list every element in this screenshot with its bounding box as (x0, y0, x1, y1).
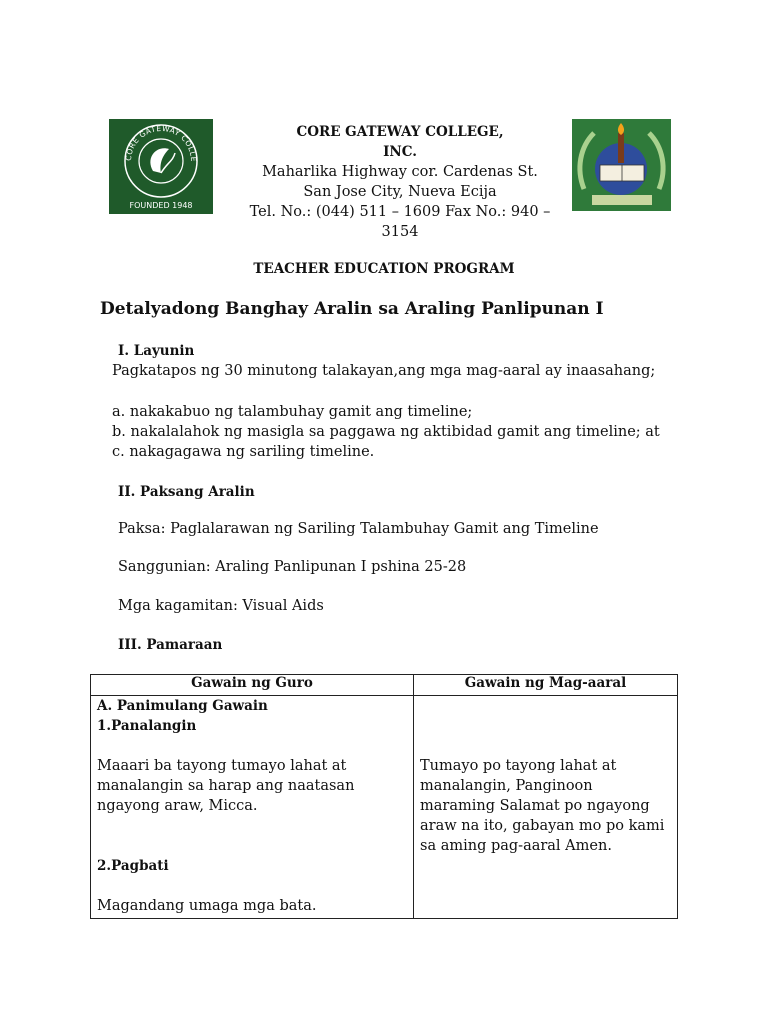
section-pamaraan-heading: III. Pamaraan (118, 637, 223, 653)
guro-panalangin-line-2: manalangin sa harap ang naatasan (97, 778, 355, 794)
layunin-item-b: b. nakalalahok ng masigla sa paggawa ng aktibidad gamit ang timeline; at (112, 424, 660, 440)
college-header (240, 122, 560, 242)
lesson-plan-title: Detalyadong Banghay Aralin sa Araling Panlipunan I (100, 299, 604, 319)
paksa-line: Paksa: Paglalarawan ng Sariling Talambuhay Gamit ang Timeline (118, 521, 599, 537)
mag-aaral-line-2: manalangin, Panginoon (420, 778, 593, 794)
program-emblem-logo (572, 119, 671, 211)
mag-aaral-cell (414, 696, 678, 919)
college-name: CORE GATEWAY COLLEGE, (296, 124, 504, 140)
panalangin-label: 1.Panalangin (97, 718, 197, 734)
mag-aaral-line-5: sa aming pag-aaral Amen. (420, 838, 612, 854)
activity-table (90, 674, 678, 919)
pagbati-label: 2.Pagbati (97, 858, 169, 874)
table-header-row (91, 675, 678, 696)
guro-panalangin-line-1: Maaari ba tayong tumayo lahat at (97, 758, 347, 774)
table-row (91, 696, 678, 919)
mag-aaral-line-4: araw na ito, gabayan mo po kami (420, 818, 665, 834)
section-layunin-heading: I. Layunin (118, 343, 195, 359)
svg-text:FOUNDED 1948: FOUNDED 1948 (129, 201, 193, 210)
section-paksang-heading: II. Paksang Aralin (118, 484, 255, 500)
address-line-1: Maharlika Highway cor. Cardenas St. (262, 164, 538, 180)
col-header-mag-aaral: Gawain ng Mag-aaral (414, 675, 678, 696)
layunin-item-a: a. nakakabuo ng talambuhay gamit ang timeline; (112, 404, 473, 420)
college-name-suffix: INC. (383, 144, 417, 160)
layunin-intro: Pagkatapos ng 30 minutong talakayan,ang mga mag-aaral ay inaasahang; (112, 363, 656, 379)
guro-pagbati-line: Magandang umaga mga bata. (97, 898, 317, 914)
layunin-item-c: c. nakagagawa ng sariling timeline. (112, 444, 375, 460)
mag-aaral-line-3: maraming Salamat po ngayong (420, 798, 650, 814)
panimulang-gawain-label: A. Panimulang Gawain (97, 698, 268, 714)
guro-panalangin-line-3: ngayong araw, Micca. (97, 798, 258, 814)
phone-line-1: Tel. No.: (044) 511 – 1609 Fax No.: 940 – (249, 204, 551, 220)
svg-text:CORE GATEWAY COLLEGE INC: CORE GATEWAY COLLE (123, 123, 199, 163)
college-seal-logo (109, 119, 213, 214)
program-title: TEACHER EDUCATION PROGRAM (253, 261, 515, 277)
address-line-2: San Jose City, Nueva Ecija (303, 184, 497, 200)
kagamitan-line: Mga kagamitan: Visual Aids (118, 598, 324, 614)
sanggunian-line: Sanggunian: Araling Panlipunan I pshina 25-28 (118, 559, 467, 575)
mag-aaral-line-1: Tumayo po tayong lahat at (420, 758, 617, 774)
phone-line-2: 3154 (381, 224, 419, 240)
guro-cell (91, 696, 414, 919)
col-header-guro: Gawain ng Guro (91, 675, 414, 696)
